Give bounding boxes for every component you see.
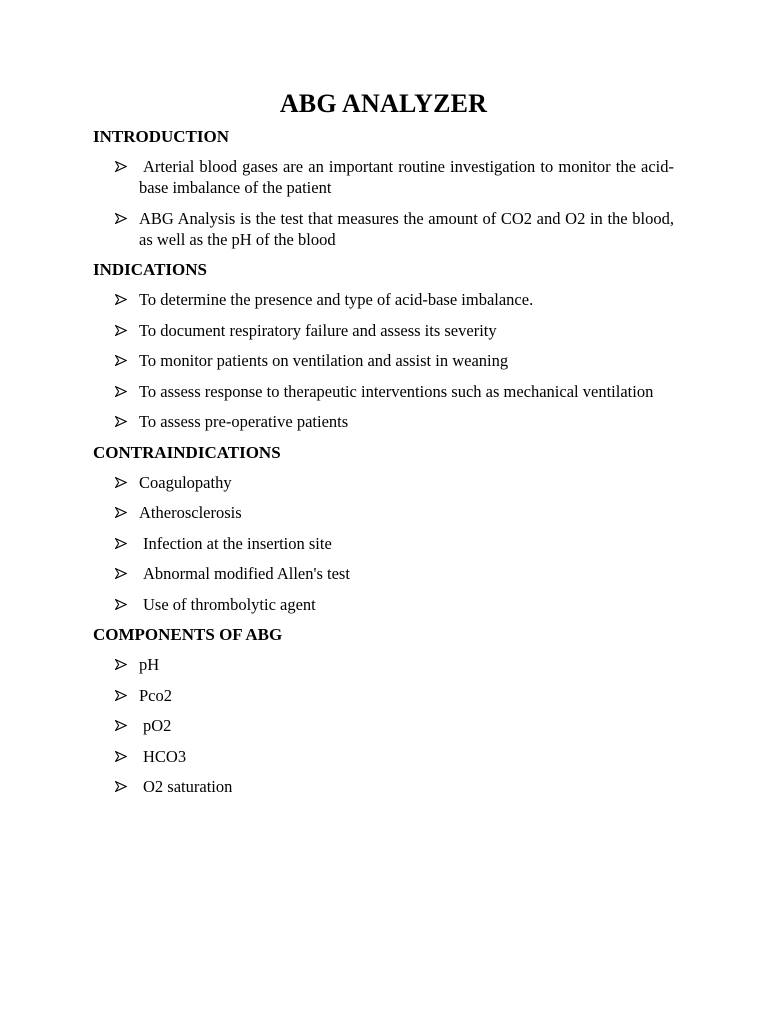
list-item-text: Infection at the insertion site xyxy=(143,533,332,553)
list-item xyxy=(93,320,674,341)
list-item xyxy=(93,208,674,250)
list-item xyxy=(93,563,674,584)
list-item xyxy=(93,350,674,371)
arrowhead-bullet-icon xyxy=(115,746,129,767)
list-item-text: To determine the presence and type of acid-base imbalance. xyxy=(139,290,534,309)
arrowhead-bullet-icon xyxy=(115,533,129,554)
arrowhead-bullet-icon xyxy=(115,594,129,615)
section-heading: INTRODUCTION xyxy=(93,127,230,146)
section-indications xyxy=(93,259,674,432)
bullet-list xyxy=(93,654,674,797)
list-item-text: Coagulopathy xyxy=(139,472,232,492)
list-item-text: ABG Analysis is the test that measures the amount of CO2 and O2 in the blood, as well as the pH of the blood xyxy=(139,208,674,249)
list-item xyxy=(93,533,674,554)
arrowhead-bullet-icon xyxy=(115,654,129,675)
document-page xyxy=(93,84,674,807)
list-item-text: To monitor patients on ventilation and assist in weaning xyxy=(139,351,509,370)
arrowhead-bullet-icon xyxy=(115,715,129,736)
list-item xyxy=(93,381,674,402)
arrowhead-bullet-icon xyxy=(115,776,129,797)
arrowhead-bullet-icon xyxy=(115,411,129,432)
list-item xyxy=(93,594,674,615)
list-item-text: Atherosclerosis xyxy=(139,503,242,522)
section-heading: COMPONENTS OF ABG xyxy=(93,625,283,644)
arrowhead-bullet-icon xyxy=(115,289,129,310)
list-item-text: Arterial blood gases are an important routine investigation to monitor the acid-base imbalance of the patient xyxy=(139,157,674,197)
arrowhead-bullet-icon xyxy=(115,381,129,402)
section-heading: CONTRAINDICATIONS xyxy=(93,442,281,462)
list-item-text: Abnormal modified Allen's test xyxy=(143,564,350,583)
list-item-text: O2 saturation xyxy=(143,777,233,796)
list-item-text: HCO3 xyxy=(143,746,187,766)
list-item xyxy=(93,654,674,675)
arrowhead-bullet-icon xyxy=(115,563,129,584)
list-item-text: pH xyxy=(139,655,160,674)
list-item-text: Use of thrombolytic agent xyxy=(143,594,316,614)
section-introduction xyxy=(93,126,674,250)
list-item-text: To assess pre-operative patients xyxy=(139,412,349,431)
list-item xyxy=(93,502,674,523)
list-item-text: pO2 xyxy=(143,716,172,735)
arrowhead-bullet-icon xyxy=(115,156,129,177)
list-item xyxy=(93,156,674,198)
list-item xyxy=(93,472,674,493)
list-item xyxy=(93,776,674,797)
bullet-list xyxy=(93,156,674,250)
arrowhead-bullet-icon xyxy=(115,350,129,371)
list-item xyxy=(93,685,674,706)
section-components-of-abg xyxy=(93,624,674,797)
arrowhead-bullet-icon xyxy=(115,502,129,523)
list-item-text: To assess response to therapeutic interventions such as mechanical ventilation xyxy=(139,381,654,401)
arrowhead-bullet-icon xyxy=(115,320,129,341)
list-item-text: To document respiratory failure and assess its severity xyxy=(139,320,497,340)
arrowhead-bullet-icon xyxy=(115,685,129,706)
list-item-text: Pco2 xyxy=(139,685,172,705)
list-item xyxy=(93,289,674,310)
list-item xyxy=(93,715,674,736)
list-item xyxy=(93,746,674,767)
document-title: ABG ANALYZER xyxy=(279,89,488,118)
arrowhead-bullet-icon xyxy=(115,472,129,493)
arrowhead-bullet-icon xyxy=(115,208,129,229)
section-heading: INDICATIONS xyxy=(93,260,207,279)
bullet-list xyxy=(93,289,674,432)
list-item xyxy=(93,411,674,432)
bullet-list xyxy=(93,472,674,615)
section-contraindications xyxy=(93,442,674,615)
